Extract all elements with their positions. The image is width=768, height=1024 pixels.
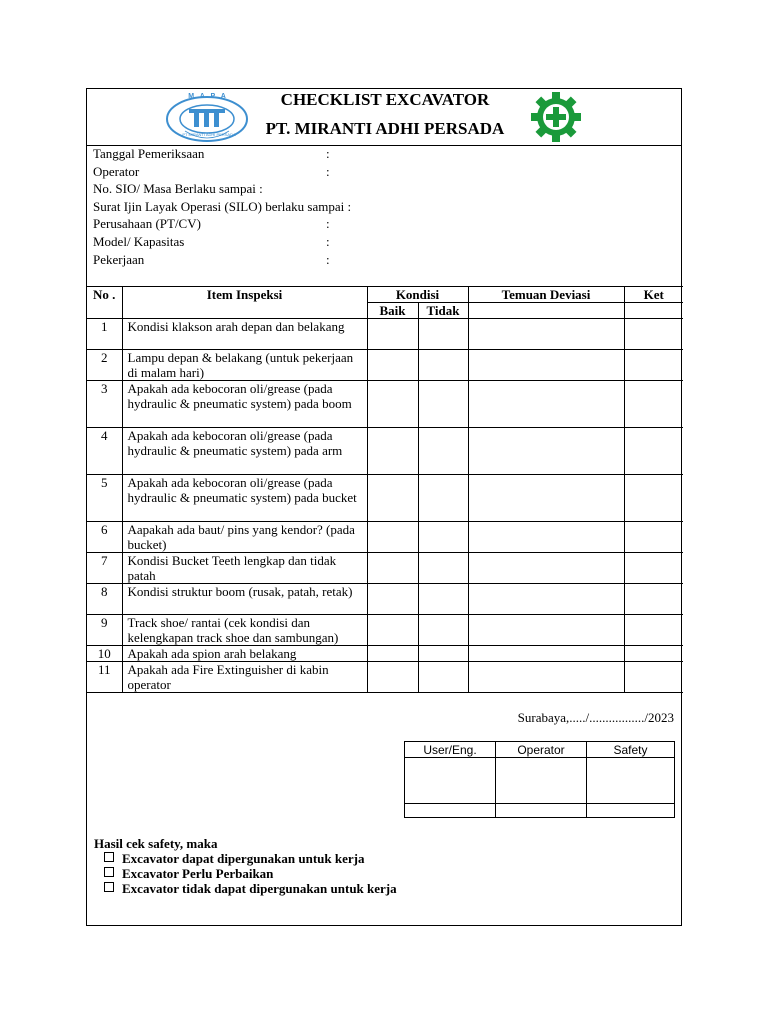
info-label-perusahaan: Perusahaan (PT/CV)	[93, 216, 201, 231]
row-no: 9	[87, 615, 122, 646]
row-no: 10	[87, 646, 122, 662]
result-option-label: Excavator dapat dipergunakan untuk kerja	[122, 851, 365, 866]
sig-name-operator[interactable]	[496, 804, 587, 818]
cell-temuan[interactable]	[468, 350, 624, 381]
checkbox-icon[interactable]	[104, 867, 114, 877]
sig-header-safety: Safety	[587, 742, 675, 758]
col-header-no: No .	[87, 287, 122, 319]
table-row	[87, 646, 683, 662]
cell-tidak[interactable]	[418, 553, 468, 584]
cell-ket[interactable]	[624, 475, 683, 522]
cell-tidak[interactable]	[418, 615, 468, 646]
row-no: 7	[87, 553, 122, 584]
sig-box-safety[interactable]	[587, 758, 675, 804]
checklist-sheet	[86, 88, 682, 926]
signature-table	[404, 741, 675, 818]
row-no: 2	[87, 350, 122, 381]
cell-ket[interactable]	[624, 381, 683, 428]
cell-tidak[interactable]	[418, 350, 468, 381]
row-no: 1	[87, 319, 122, 350]
cell-ket[interactable]	[624, 646, 683, 662]
result-option-label: Excavator Perlu Perbaikan	[122, 866, 274, 881]
company-name: PT. MIRANTI ADHI PERSADA	[265, 119, 505, 138]
info-colon: :	[326, 252, 330, 267]
result-option[interactable]	[94, 881, 397, 896]
result-option-label: Excavator tidak dapat dipergunakan untuk kerja	[122, 881, 397, 896]
table-row	[87, 475, 683, 522]
cell-temuan[interactable]	[468, 646, 624, 662]
cell-temuan[interactable]	[468, 303, 624, 319]
cell-baik[interactable]	[367, 646, 418, 662]
row-item: Apakah ada kebocoran oli/grease (pada hydraulic & pneumatic system) pada bucket	[122, 475, 367, 522]
sig-header-operator: Operator	[496, 742, 587, 758]
row-item: Aapakah ada baut/ pins yang kendor? (pada bucket)	[122, 522, 367, 553]
info-label-pekerjaan: Pekerjaan	[93, 252, 145, 267]
info-colon: :	[326, 216, 330, 231]
result-heading: Hasil cek safety, maka	[94, 836, 218, 851]
info-label-silo: Surat Ijin Layak Operasi (SILO) berlaku sampai :	[93, 199, 352, 214]
cell-baik[interactable]	[367, 522, 418, 553]
cell-ket[interactable]	[624, 553, 683, 584]
inspection-table	[87, 286, 683, 693]
cell-tidak[interactable]	[418, 584, 468, 615]
checkbox-icon[interactable]	[104, 852, 114, 862]
table-row	[87, 662, 683, 693]
sig-box-user[interactable]	[405, 758, 496, 804]
col-header-item: Item Inspeksi	[122, 287, 367, 319]
col-header-kondisi: Kondisi	[367, 287, 468, 303]
place-date: Surabaya,...../................./2023	[517, 710, 674, 725]
cell-tidak[interactable]	[418, 428, 468, 475]
row-item: Kondisi Bucket Teeth lengkap dan tidak patah	[122, 553, 367, 584]
result-option[interactable]	[94, 866, 397, 881]
table-row	[87, 584, 683, 615]
row-no: 8	[87, 584, 122, 615]
col-header-temuan: Temuan Deviasi	[468, 287, 624, 303]
cell-temuan[interactable]	[468, 475, 624, 522]
cell-temuan[interactable]	[468, 522, 624, 553]
cell-temuan[interactable]	[468, 615, 624, 646]
row-item: Lampu depan & belakang (untuk pekerjaan di malam hari)	[122, 350, 367, 381]
cell-baik[interactable]	[367, 428, 418, 475]
cell-baik[interactable]	[367, 319, 418, 350]
cell-baik[interactable]	[367, 381, 418, 428]
checkbox-icon[interactable]	[104, 882, 114, 892]
info-label-operator: Operator	[93, 164, 140, 179]
row-item: Apakah ada kebocoran oli/grease (pada hydraulic & pneumatic system) pada arm	[122, 428, 367, 475]
col-header-tidak: Tidak	[418, 303, 468, 319]
sig-header-user: User/Eng.	[405, 742, 496, 758]
cell-tidak[interactable]	[418, 381, 468, 428]
cell-baik[interactable]	[367, 662, 418, 693]
cell-ket[interactable]	[624, 428, 683, 475]
logo-top-text: M A P A	[188, 93, 228, 100]
cell-ket[interactable]	[624, 522, 683, 553]
table-row	[87, 615, 683, 646]
sig-box-operator[interactable]	[496, 758, 587, 804]
sig-name-user[interactable]	[405, 804, 496, 818]
row-no: 6	[87, 522, 122, 553]
row-no: 5	[87, 475, 122, 522]
cell-tidak[interactable]	[418, 522, 468, 553]
table-row	[87, 428, 683, 475]
row-item: Apakah ada Fire Extinguisher di kabin operator	[122, 662, 367, 693]
cell-temuan[interactable]	[468, 584, 624, 615]
k3-safety-icon	[523, 92, 589, 142]
cell-temuan[interactable]	[468, 662, 624, 693]
row-item: Track shoe/ rantai (cek kondisi dan kelengkapan track shoe dan sambungan)	[122, 615, 367, 646]
col-header-ket: Ket	[624, 287, 683, 303]
cell-tidak[interactable]	[418, 319, 468, 350]
info-label-tanggal: Tanggal Pemeriksaan	[93, 146, 205, 161]
cell-baik[interactable]	[367, 553, 418, 584]
cell-ket[interactable]	[624, 303, 683, 319]
cell-temuan[interactable]	[468, 553, 624, 584]
cell-ket[interactable]	[624, 615, 683, 646]
cell-tidak[interactable]	[418, 662, 468, 693]
info-colon: :	[326, 146, 330, 161]
cell-temuan[interactable]	[468, 319, 624, 350]
info-label-sio: No. SIO/ Masa Berlaku sampai :	[93, 181, 263, 196]
col-header-baik: Baik	[367, 303, 418, 319]
table-row	[87, 350, 683, 381]
cell-baik[interactable]	[367, 475, 418, 522]
row-no: 3	[87, 381, 122, 428]
table-row	[87, 319, 683, 350]
table-row	[87, 381, 683, 428]
table-row	[87, 522, 683, 553]
cell-ket[interactable]	[624, 662, 683, 693]
table-row	[87, 553, 683, 584]
row-item: Apakah ada spion arah belakang	[122, 646, 367, 662]
cell-baik[interactable]	[367, 615, 418, 646]
info-colon: :	[326, 164, 330, 179]
cell-temuan[interactable]	[468, 428, 624, 475]
document-title: CHECKLIST EXCAVATOR	[280, 90, 490, 109]
row-no: 4	[87, 428, 122, 475]
row-item: Kondisi klakson arah depan dan belakang	[122, 319, 367, 350]
cell-baik[interactable]	[367, 350, 418, 381]
cell-tidak[interactable]	[418, 646, 468, 662]
info-colon: :	[326, 234, 330, 249]
result-option[interactable]	[94, 851, 397, 866]
cell-tidak[interactable]	[418, 475, 468, 522]
result-section	[94, 836, 397, 896]
cell-temuan[interactable]	[468, 381, 624, 428]
cell-ket[interactable]	[624, 319, 683, 350]
logo-ring-text: PT MIRANTI ADHI PERSADA	[182, 132, 236, 137]
row-no: 11	[87, 662, 122, 693]
cell-ket[interactable]	[624, 350, 683, 381]
cell-baik[interactable]	[367, 584, 418, 615]
info-label-model: Model/ Kapasitas	[93, 234, 185, 249]
cell-ket[interactable]	[624, 584, 683, 615]
row-item: Kondisi struktur boom (rusak, patah, retak)	[122, 584, 367, 615]
sig-name-safety[interactable]	[587, 804, 675, 818]
row-item: Apakah ada kebocoran oli/grease (pada hydraulic & pneumatic system) pada boom	[122, 381, 367, 428]
